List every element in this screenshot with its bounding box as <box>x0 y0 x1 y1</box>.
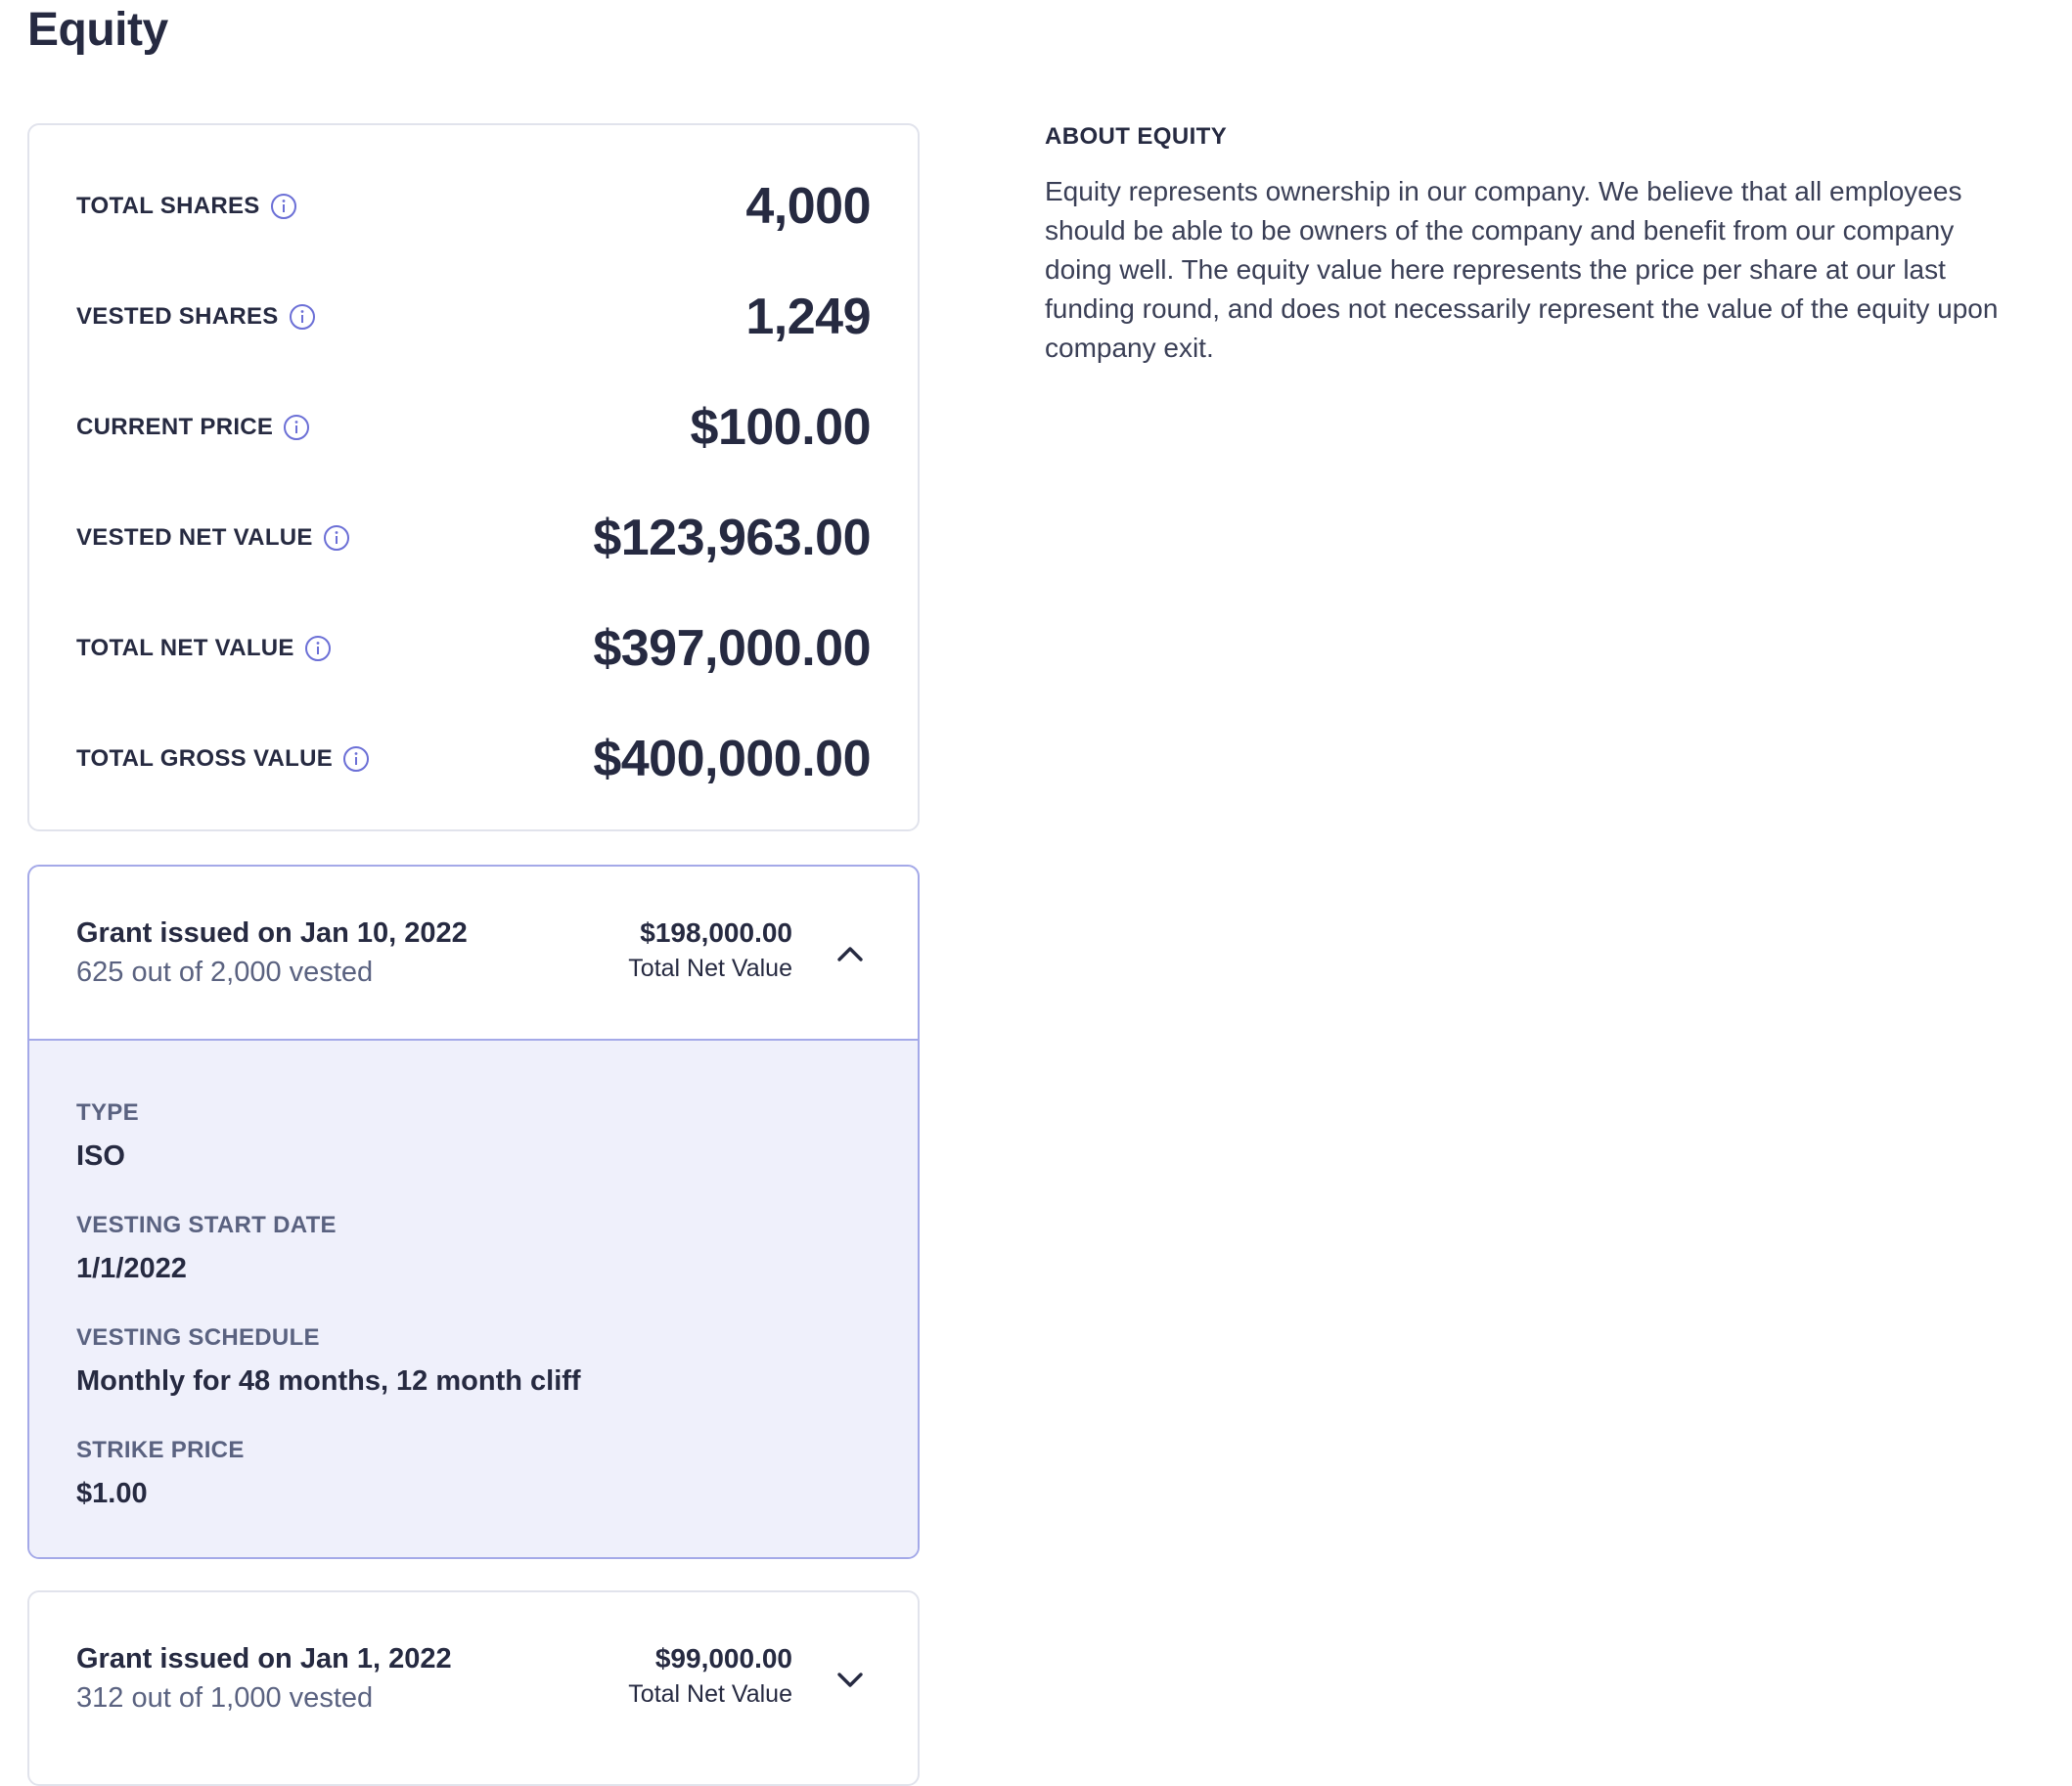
grant-header[interactable] <box>29 867 918 1039</box>
detail-value-vesting-schedule: Monthly for 48 months, 12 month cliff <box>76 1365 581 1397</box>
stat-value: $100.00 <box>690 399 871 456</box>
chevron-up-icon[interactable] <box>833 939 867 968</box>
stat-current-price <box>76 388 871 467</box>
stat-value: $123,963.00 <box>593 510 871 566</box>
page-title: Equity <box>27 4 168 56</box>
info-circle-icon[interactable] <box>283 414 310 441</box>
grant-details-panel <box>29 1039 918 1557</box>
stat-total-gross-value <box>76 720 871 798</box>
stat-label: CURRENT PRICE <box>76 414 274 440</box>
stat-value: $400,000.00 <box>593 731 871 787</box>
grant-card-jan-1-2022 <box>27 1590 920 1786</box>
info-circle-icon[interactable] <box>289 303 316 331</box>
detail-value-vesting-start-date: 1/1/2022 <box>76 1253 187 1284</box>
about-equity-section <box>1045 123 2023 368</box>
stat-vested-shares <box>76 278 871 356</box>
equity-summary-card <box>27 123 920 831</box>
grant-total-net-value-label: Total Net Value <box>628 955 792 982</box>
info-circle-icon[interactable] <box>270 193 297 220</box>
detail-label-type: TYPE <box>76 1099 139 1126</box>
detail-label-strike-price: STRIKE PRICE <box>76 1437 245 1463</box>
grant-title: Grant issued on Jan 1, 2022 <box>76 1643 452 1674</box>
stat-value: 4,000 <box>745 178 871 235</box>
stat-label: VESTED SHARES <box>76 303 279 330</box>
grant-vested-count: 625 out of 2,000 vested <box>76 957 374 988</box>
stat-label: TOTAL SHARES <box>76 193 260 219</box>
grant-card-jan-10-2022 <box>27 865 920 1559</box>
grant-header[interactable] <box>29 1592 918 1764</box>
detail-value-strike-price: $1.00 <box>76 1478 148 1509</box>
stat-label: TOTAL NET VALUE <box>76 635 294 661</box>
stat-vested-net-value <box>76 499 871 577</box>
about-equity-heading: ABOUT EQUITY <box>1045 123 1228 150</box>
detail-label-vesting-start-date: VESTING START DATE <box>76 1212 337 1238</box>
stat-label: VESTED NET VALUE <box>76 524 313 551</box>
grant-total-net-value: $99,000.00 <box>654 1643 792 1674</box>
detail-value-type: ISO <box>76 1140 125 1172</box>
stat-value: 1,249 <box>745 289 871 345</box>
stat-label: TOTAL GROSS VALUE <box>76 745 334 772</box>
grant-total-net-value: $198,000.00 <box>640 917 792 948</box>
detail-label-vesting-schedule: VESTING SCHEDULE <box>76 1324 320 1351</box>
grant-vested-count: 312 out of 1,000 vested <box>76 1682 374 1714</box>
info-circle-icon[interactable] <box>323 524 350 552</box>
stat-value: $397,000.00 <box>593 620 871 677</box>
grant-total-net-value-label: Total Net Value <box>628 1680 792 1708</box>
info-circle-icon[interactable] <box>342 745 370 773</box>
grant-title: Grant issued on Jan 10, 2022 <box>76 917 468 949</box>
chevron-down-icon[interactable] <box>833 1665 867 1694</box>
about-equity-text: Equity represents ownership in our company. We believe that all employees should be able to be owners of the company and benefit from our company doing well. The equity value here represents the price per share at our last funding round, and does not necessarily represent the value of the equity upon company exit. <box>1045 176 1999 363</box>
info-circle-icon[interactable] <box>304 635 332 662</box>
stat-total-net-value <box>76 609 871 688</box>
stat-total-shares <box>76 167 871 246</box>
